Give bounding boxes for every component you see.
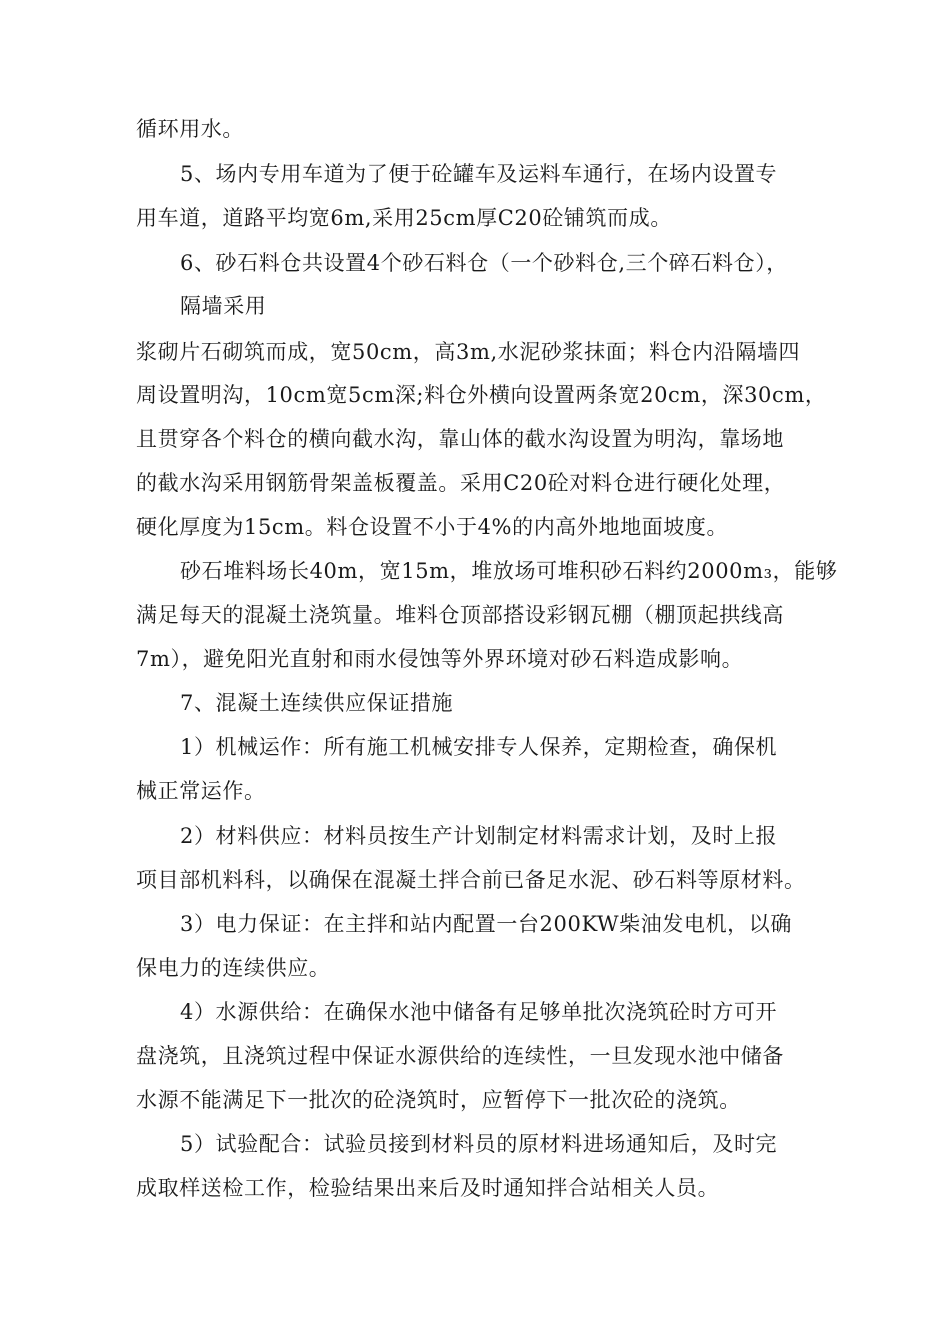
text-line: 5）试验配合：试验员接到材料员的原材料进场通知后，及时完 <box>180 1132 778 1156</box>
text-line: 3）电力保证：在主拌和站内配置一台200KW柴油发电机，以确 <box>180 912 792 936</box>
text-line: 保电力的连续供应。 <box>136 956 331 980</box>
text-line: 6、砂石料仓共设置4个砂石料仓（一个砂料仓,三个碎石料仓）， <box>180 251 788 275</box>
text-line: 满足每天的混凝土浇筑量。堆料仓顶部搭设彩钢瓦棚（棚顶起拱线高 <box>136 603 784 627</box>
text-line: 盘浇筑，且浇筑过程中保证水源供给的连续性，一旦发现水池中储备 <box>136 1044 784 1068</box>
text-line: 硬化厚度为15cm。料仓设置不小于4%的内高外地地面坡度。 <box>136 515 729 539</box>
text-line: 的截水沟采用钢筋骨架盖板覆盖。采用C20砼对料仓进行硬化处理， <box>136 471 786 495</box>
text-line: 2）材料供应：材料员按生产计划制定材料需求计划，及时上报 <box>180 824 778 848</box>
text-line: 水源不能满足下一批次的砼浇筑时，应暂停下一批次砼的浇筑。 <box>136 1088 741 1112</box>
text-line: 4）水源供给：在确保水池中储备有足够单批次浇筑砼时方可开 <box>180 1000 778 1024</box>
text-line: 5、场内专用车道为了便于砼罐车及运料车通行，在场内设置专 <box>180 162 778 186</box>
text-line: 循环用水。 <box>136 117 244 141</box>
text-line: 7、混凝土连续供应保证措施 <box>180 691 454 715</box>
text-line: 周设置明沟，10cm宽5cm深;料仓外横向设置两条宽20cm，深30cm， <box>136 383 827 407</box>
text-line: 砂石堆料场长40m，宽15m，堆放场可堆积砂石料约2000m₃，能够 <box>180 559 838 583</box>
text-line: 械正常运作。 <box>136 779 266 803</box>
text-line: 浆砌片石砌筑而成，宽50cm，高3m,水泥砂浆抹面；料仓内沿隔墙四 <box>136 340 801 364</box>
text-line: 7m），避免阳光直射和雨水侵蚀等外界环境对砂石料造成影响。 <box>136 647 744 671</box>
text-line: 1）机械运作：所有施工机械安排专人保养，定期检查，确保机 <box>180 735 778 759</box>
text-line: 成取样送检工作，检验结果出来后及时通知拌合站相关人员。 <box>136 1176 720 1200</box>
text-line: 用车道，道路平均宽6m,采用25cm厚C20砼铺筑而成。 <box>136 206 672 230</box>
text-line: 项目部机料科，以确保在混凝土拌合前已备足水泥、砂石料等原材料。 <box>136 868 806 892</box>
text-line: 且贯穿各个料仓的横向截水沟，靠山体的截水沟设置为明沟，靠场地 <box>136 427 784 451</box>
text-line: 隔墙采用 <box>180 294 267 318</box>
